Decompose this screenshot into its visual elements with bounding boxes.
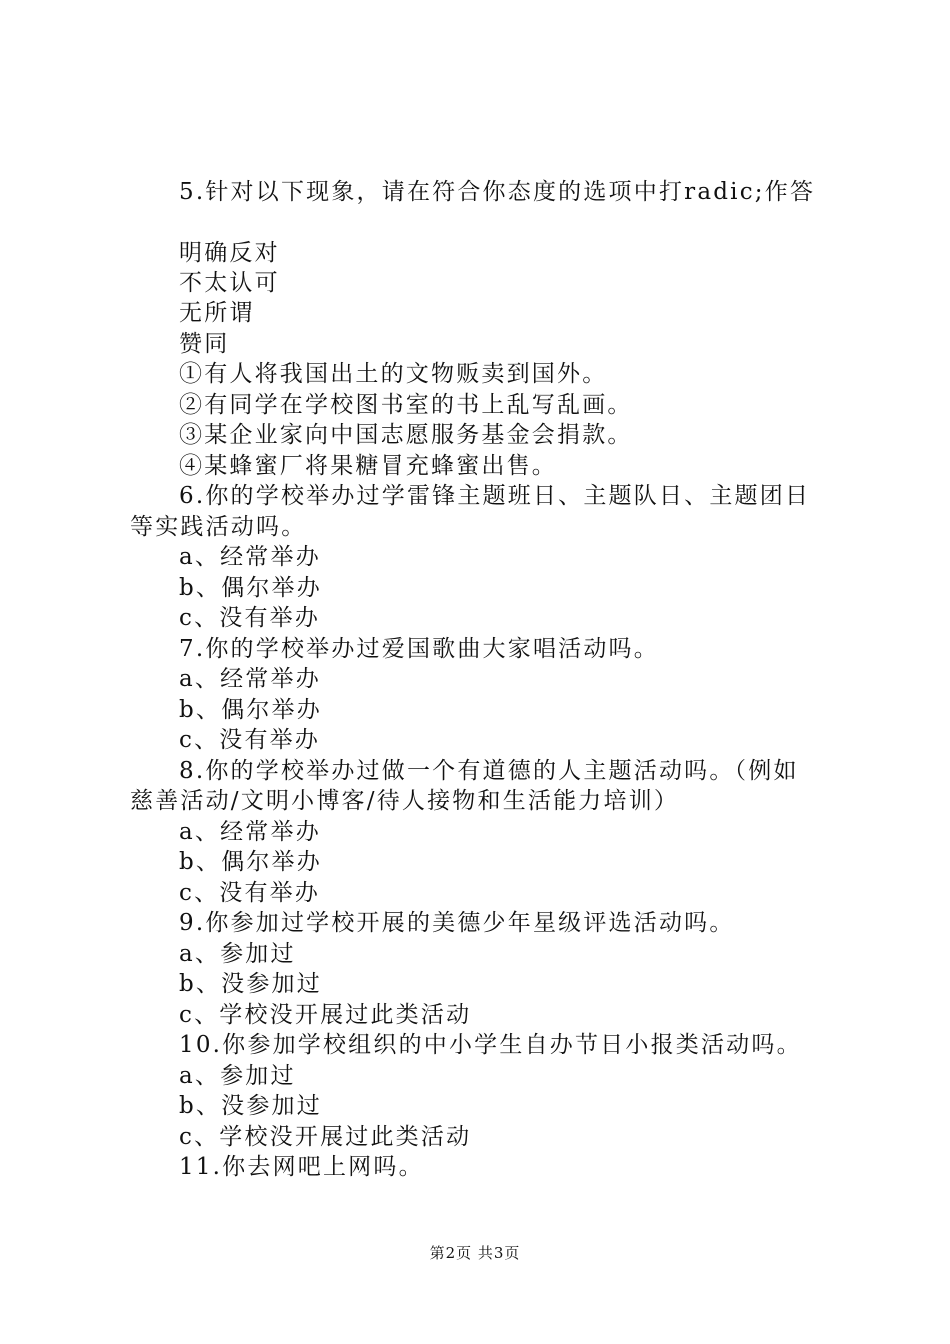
question-8-text-line2: 慈善活动/文明小博客/待人接物和生活能力培训） (130, 788, 680, 814)
question-6-text-line2: 等实践活动吗。 (130, 514, 307, 540)
question-6-text-line1: 6.你的学校举办过学雷锋主题班日、主题队日、主题团日 (179, 483, 811, 509)
q9-option-c: c、学校没开展过此类活动 (179, 1002, 472, 1028)
q6-option-c: c、没有举办 (179, 605, 321, 631)
q6-option-a: a、经常举办 (179, 544, 321, 570)
q5-option-3: 无所谓 (179, 300, 255, 326)
q10-option-a: a、参加过 (179, 1063, 296, 1089)
question-5-text: 5.针对以下现象，请在符合你态度的选项中打radic;作答 (179, 179, 816, 205)
q9-option-a: a、参加过 (179, 941, 296, 967)
q8-option-b: b、偶尔举办 (179, 849, 322, 875)
q5-item-2: ②有同学在学校图书室的书上乱写乱画。 (179, 392, 633, 418)
q9-option-b: b、没参加过 (179, 971, 322, 997)
q7-option-b: b、偶尔举办 (179, 697, 322, 723)
page-number-footer: 第2页 共3页 (429, 1244, 521, 1262)
q5-option-2: 不太认可 (179, 270, 280, 296)
q8-option-c: c、没有举办 (179, 880, 321, 906)
question-10-text: 10.你参加学校组织的中小学生自办节日小报类活动吗。 (179, 1032, 802, 1058)
question-11-text: 11.你去网吧上网吗。 (179, 1154, 424, 1180)
q5-item-1: ①有人将我国出土的文物贩卖到国外。 (179, 361, 608, 387)
q6-option-b: b、偶尔举办 (179, 575, 322, 601)
q10-option-b: b、没参加过 (179, 1093, 322, 1119)
q10-option-c: c、学校没开展过此类活动 (179, 1124, 472, 1150)
question-8-text-line1: 8.你的学校举办过做一个有道德的人主题活动吗。（例如 (179, 758, 799, 784)
q5-item-4: ④某蜂蜜厂将果糖冒充蜂蜜出售。 (179, 453, 557, 479)
q5-option-4: 赞同 (179, 331, 230, 357)
q7-option-a: a、经常举办 (179, 666, 321, 692)
question-7-text: 7.你的学校举办过爱国歌曲大家唱活动吗。 (179, 636, 659, 662)
q8-option-a: a、经常举办 (179, 819, 321, 845)
q5-item-3: ③某企业家向中国志愿服务基金会捐款。 (179, 422, 633, 448)
question-9-text: 9.你参加过学校开展的美德少年星级评选活动吗。 (179, 910, 735, 936)
q7-option-c: c、没有举办 (179, 727, 321, 753)
q5-option-1: 明确反对 (179, 240, 280, 266)
